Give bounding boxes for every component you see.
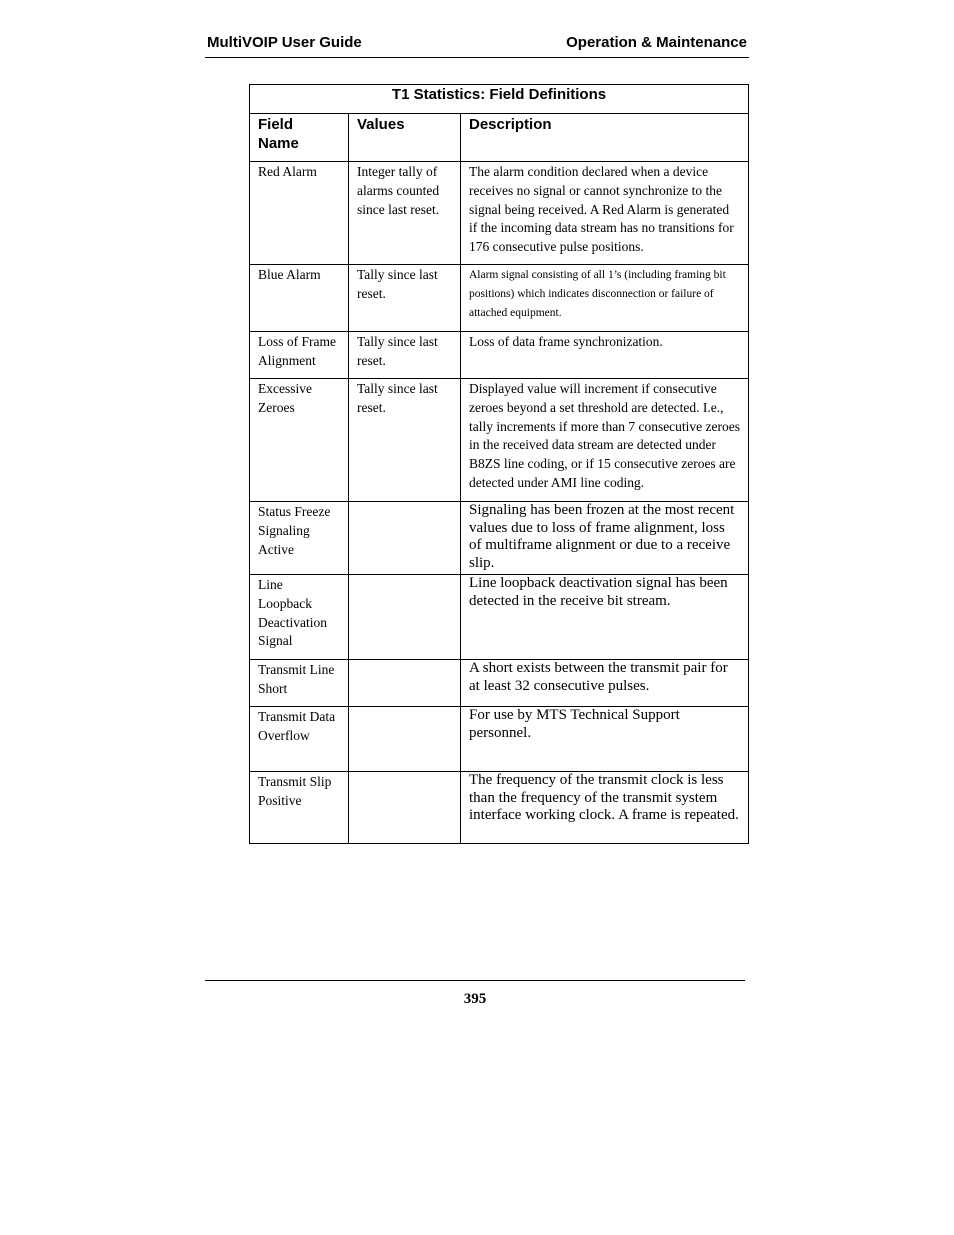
table-caption: T1 Statistics: Field Definitions <box>250 85 749 114</box>
running-header-section: Operation & Maintenance <box>566 34 747 51</box>
description-cell: The frequency of the transmit clock is less than the frequency of the transmit system interface working clock. A frame is repeated. <box>461 772 749 844</box>
table-header-row <box>250 114 749 162</box>
description-cell: Alarm signal consisting of all 1’s (including framing bit positions) which indicates disconnection or failure of attached equipment. <box>461 265 749 332</box>
page-number: 395 <box>463 991 487 1007</box>
field-name-cell: Excessive Zeroes <box>250 379 349 502</box>
table-row <box>250 502 749 575</box>
description-cell: A short exists between the transmit pair for at least 32 consecutive pulses. <box>461 660 749 707</box>
footer-rule <box>205 980 745 981</box>
description-cell: The alarm condition declared when a device receives no signal or cannot synchronize to the signal being received. A Red Alarm is generated if the incoming data stream has no transitions for 176 consecutive pulse positions. <box>461 162 749 265</box>
description-cell: Loss of data frame synchronization. <box>461 332 749 379</box>
values-cell <box>349 707 461 772</box>
field-name-cell: Line Loopback Deactivation Signal <box>250 575 349 660</box>
field-name-cell: Status Freeze Signaling Active <box>250 502 349 575</box>
description-cell: Displayed value will increment if consecutive zeroes beyond a set threshold are detected. I.e., tally increments if more than 7 consecutive zeroes in the received data stream are detected under B8ZS line coding, or if 15 consecutive zeroes are detected under AMI line coding. <box>461 379 749 502</box>
field-name-cell: Transmit Line Short <box>250 660 349 707</box>
description-cell: Line loopback deactivation signal has been detected in the receive bit stream. <box>461 575 749 660</box>
field-name-cell: Transmit Slip Positive <box>250 772 349 844</box>
table-caption-row <box>250 85 749 114</box>
table-row <box>250 265 749 332</box>
values-cell <box>349 575 461 660</box>
values-cell <box>349 660 461 707</box>
description-cell: Signaling has been frozen at the most recent values due to loss of frame alignment, loss of multiframe alignment or due to a receive slip. <box>461 502 749 575</box>
table-row <box>250 707 749 772</box>
running-header-title: MultiVOIP User Guide <box>207 34 362 51</box>
column-header-description: Description <box>461 114 749 162</box>
field-definitions-table <box>249 84 749 844</box>
field-name-cell: Loss of Frame Alignment <box>250 332 349 379</box>
table-row <box>250 575 749 660</box>
table-row <box>250 379 749 502</box>
table-row <box>250 332 749 379</box>
table-row <box>250 772 749 844</box>
values-cell <box>349 502 461 575</box>
field-name-cell: Blue Alarm <box>250 265 349 332</box>
values-cell: Tally since last reset. <box>349 332 461 379</box>
values-cell <box>349 772 461 844</box>
column-header-field-name: Field Name <box>250 114 349 162</box>
values-cell: Tally since last reset. <box>349 379 461 502</box>
description-cell: For use by MTS Technical Support personnel. <box>461 707 749 772</box>
header-rule <box>205 57 749 58</box>
values-cell: Tally since last reset. <box>349 265 461 332</box>
table-row <box>250 162 749 265</box>
values-cell: Integer tally of alarms counted since last reset. <box>349 162 461 265</box>
field-name-cell: Transmit Data Overflow <box>250 707 349 772</box>
table-row <box>250 660 749 707</box>
field-name-cell: Red Alarm <box>250 162 349 265</box>
column-header-values: Values <box>349 114 461 162</box>
